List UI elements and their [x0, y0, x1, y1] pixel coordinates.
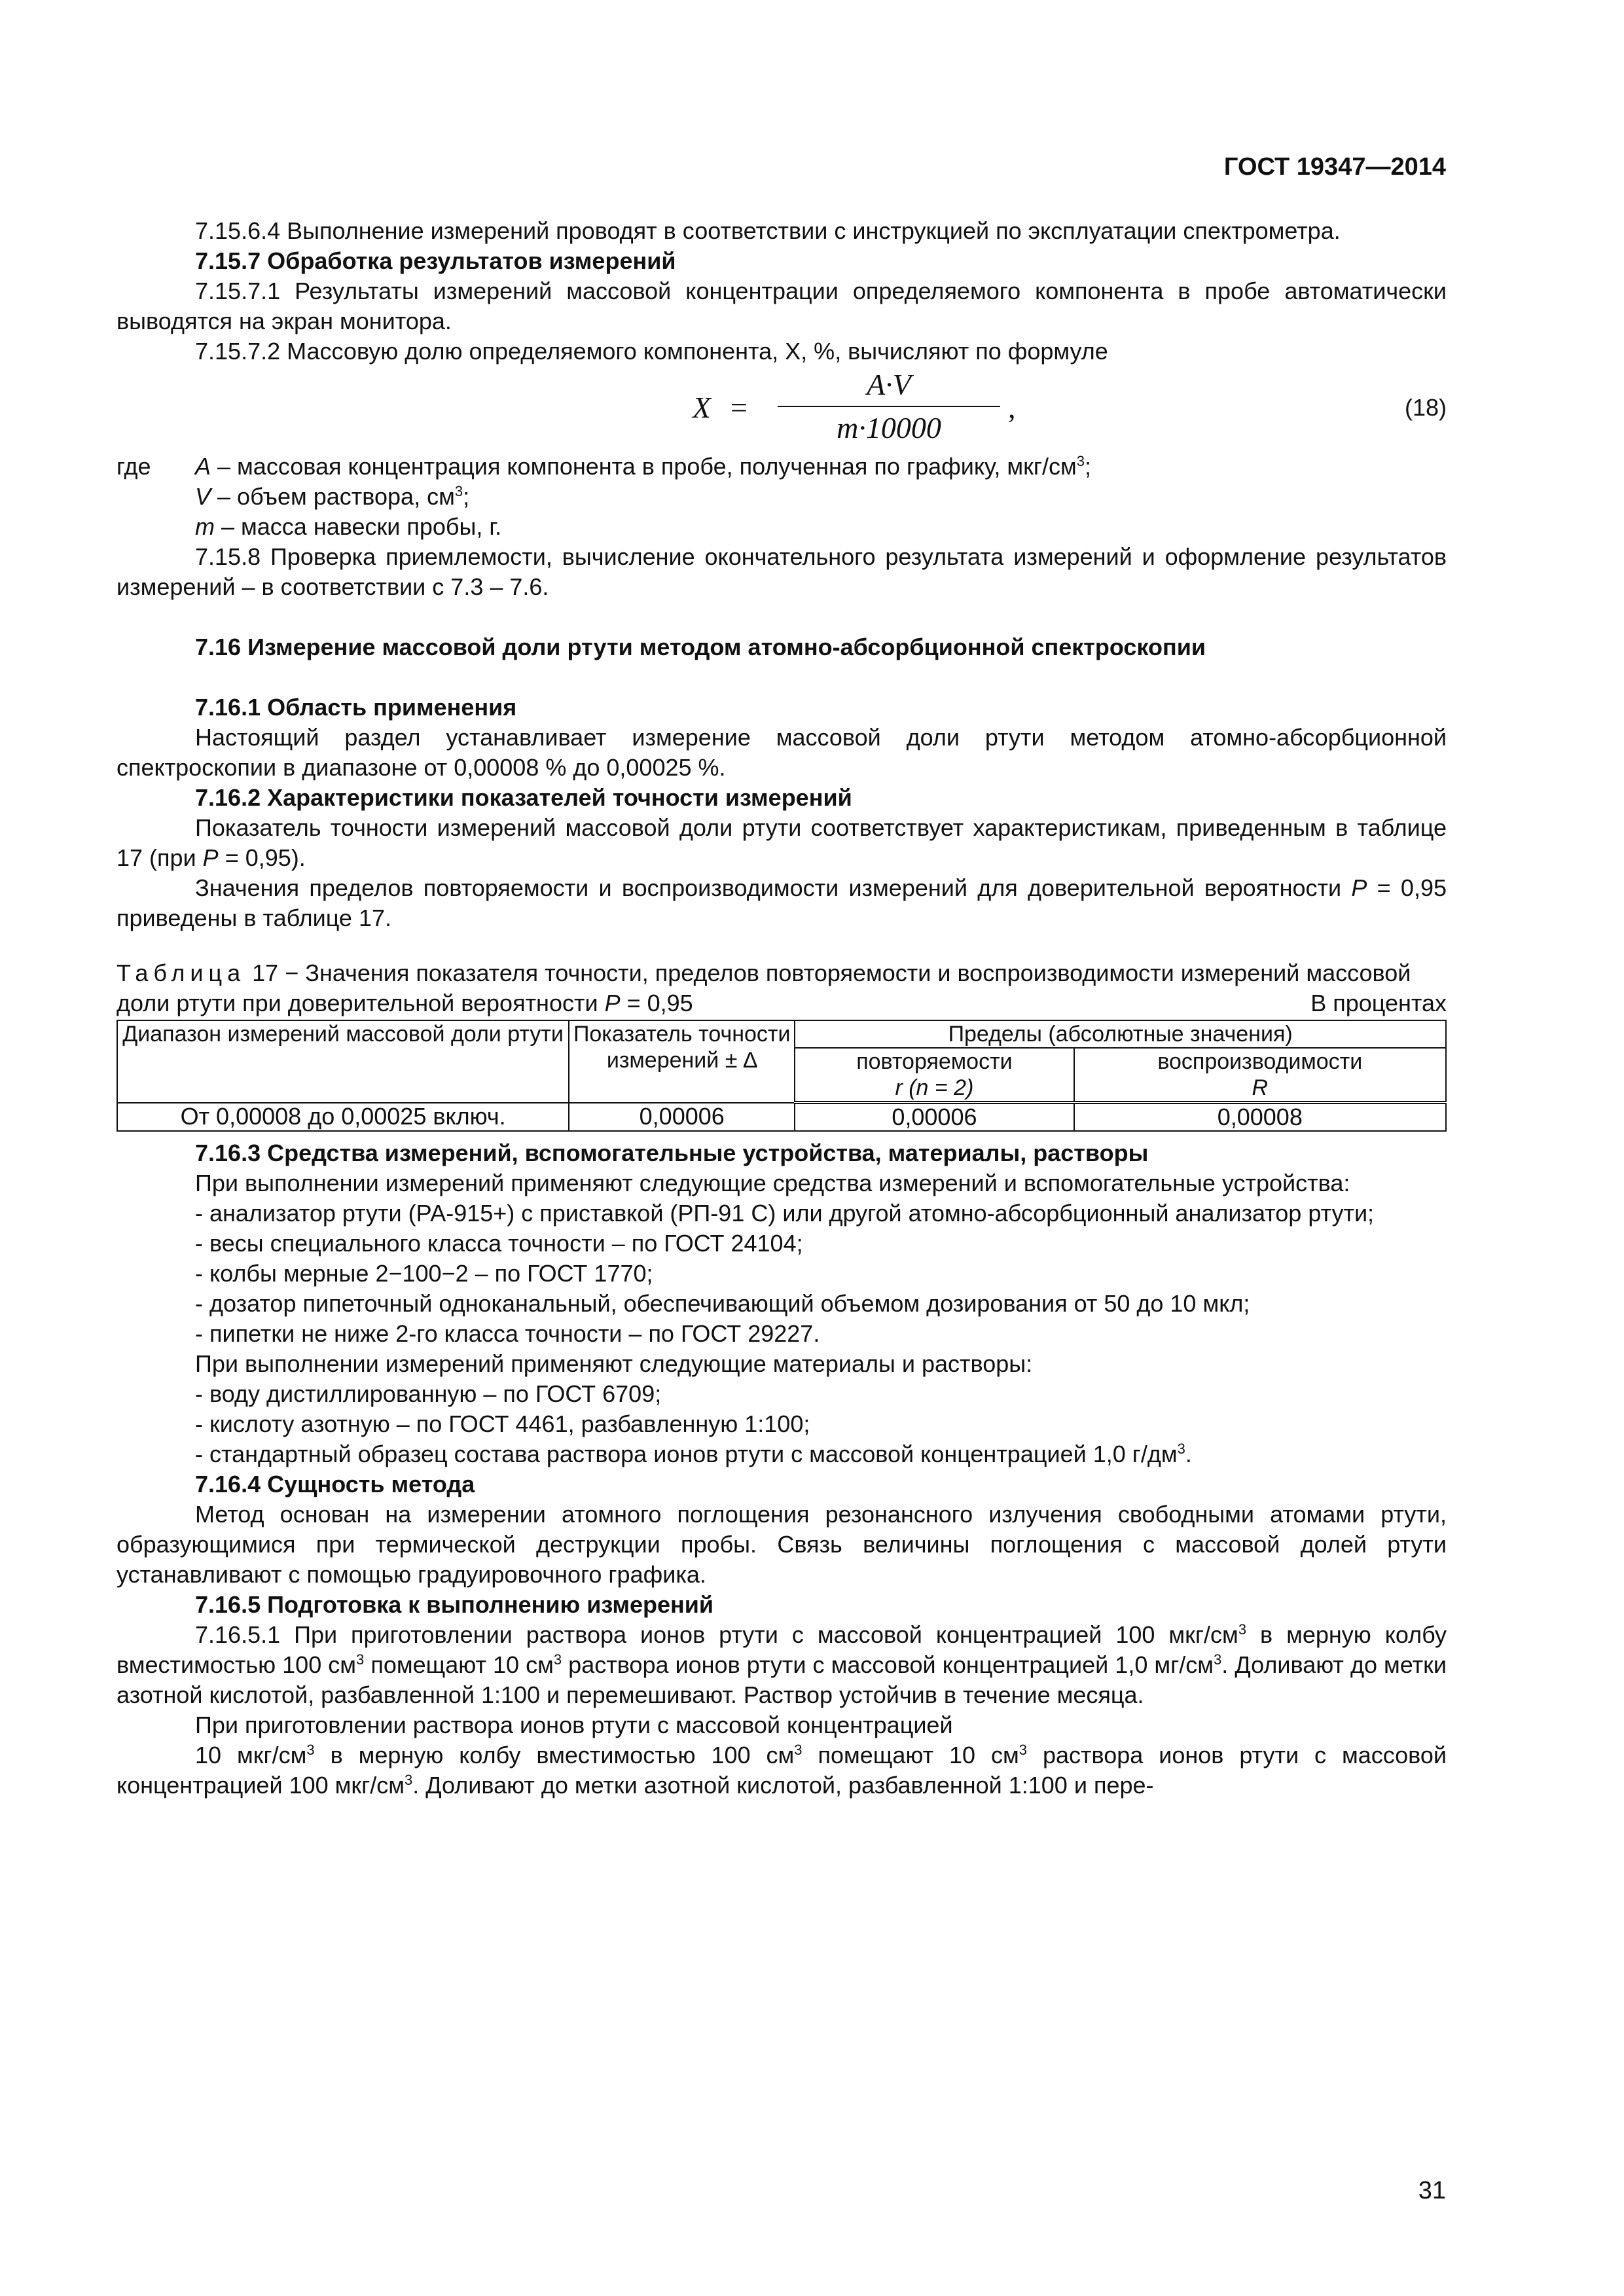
list-item: - дозатор пипеточный одноканальный, обеспечивающий объемом дозирования от 50 до 10 мкл; — [195, 1290, 1250, 1317]
text-run: в мерную колбу вместимостью 100 см — [314, 1742, 795, 1768]
symbol-p: P — [202, 844, 219, 871]
cell-repeatability: 0,00006 — [795, 1103, 1074, 1132]
text-run: помещают 10 см — [364, 1651, 554, 1678]
cell-range: От 0,00008 до 0,00025 включ. — [117, 1103, 569, 1132]
heading-7-16-2: 7.16.2 Характеристики показателей точности измерений — [195, 784, 852, 811]
symbol-m: m — [195, 513, 215, 540]
superscript: 3 — [1214, 1651, 1222, 1668]
text-run: = 0,95 приведены в таблице 17. — [117, 874, 1447, 931]
paragraph-7-16-1: Настоящий раздел устанавливает измерение массовой доли ртути методом атомно-абсорбционной спектроскопии в диапазоне от 0,00008 % до 0,00025 %. — [117, 724, 1447, 781]
table-units-note: В процентах — [1310, 990, 1447, 1016]
page-number: 31 — [1418, 2177, 1446, 2204]
where-label: где — [117, 453, 151, 480]
page-body — [117, 216, 1447, 1801]
paragraph-7-16-2-b — [117, 873, 1447, 933]
fraction-bar — [778, 406, 1000, 407]
caption-tail: = 0,95 — [620, 990, 693, 1016]
symbol-p: P — [604, 990, 621, 1016]
paragraph-7-16-3-intro: При выполнении измерений применяют следующие средства измерений и вспомогательные устройства: — [195, 1170, 1350, 1196]
table-17 — [117, 1020, 1447, 1132]
header-limits: Пределы (абсолютные значения) — [795, 1020, 1446, 1048]
list-item: - стандартный образец состава раствора ионов ртути с массовой концентрацией 1,0 $г/дм^3$. — [195, 1441, 1192, 1467]
list-item: - пипетки не ниже 2-го класса точности – по ГОСТ 29227. — [195, 1320, 820, 1347]
superscript: 3 — [356, 1651, 365, 1668]
symbol-a: A — [195, 453, 211, 480]
superscript: 3 — [794, 1742, 803, 1758]
where-a — [117, 452, 1447, 482]
definition-v: – объем раствора, см — [211, 483, 455, 510]
symbol-p: P — [1351, 874, 1367, 901]
header-range: Диапазон измерений массовой доли ртути — [117, 1020, 569, 1103]
paragraph-materials-intro: При выполнении измерений применяют следующие материалы и растворы: — [195, 1350, 1033, 1377]
formula-lhs: X — [693, 391, 712, 424]
reproducibility-symbol: R — [1252, 1075, 1269, 1100]
heading-7-16-4: 7.16.4 Сущность метода — [195, 1471, 475, 1498]
heading-7-16-5: 7.16.5 Подготовка к выполнению измерений — [195, 1591, 714, 1618]
reproducibility-label: воспроизводимости — [1157, 1049, 1363, 1074]
paragraph-7-16-4: Метод основан на измерении атомного поглощения резонансного излучения свободными атомами ртути, образующимися при термической деструкции пробы. Связь величины поглощения с массовой долей ртути устанавливают с помощью градуировочного графика. — [117, 1501, 1447, 1588]
list-item: - колбы мерные 2−100−2 – по ГОСТ 1770; — [195, 1260, 653, 1287]
formula-fraction — [771, 367, 1007, 446]
paragraph-7-15-8: 7.15.8 Проверка приемлемости, вычисление окончательного результата измерений и оформление результатов измерений – в соответствии с 7.3 – 7.6. — [117, 543, 1447, 600]
header-repeatability — [795, 1048, 1074, 1103]
heading-7-16-3: 7.16.3 Средства измерений, вспомогательные устройства, материалы, растворы — [195, 1139, 1149, 1166]
text-run: 7.16.5.1 При приготовлении раствора ионов ртути с массовой концентрацией 100 мкг/см — [195, 1621, 1238, 1648]
superscript: 3 — [553, 1651, 562, 1668]
where-v — [117, 482, 1447, 512]
text-run: . Доливают до метки азотной кислотой, разбавленной 1:100 и пере- — [412, 1772, 1154, 1799]
paragraph-7-16-5-2-lead: При приготовлении раствора ионов ртути с массовой концентрацией — [195, 1712, 953, 1738]
cell-reproducibility: 0,00008 — [1074, 1103, 1446, 1132]
punctuation: ; — [463, 483, 470, 510]
superscript: 3 — [454, 483, 463, 499]
text-run: раствора ионов ртути с массовой концентрацией 1,0 мг/см — [562, 1651, 1214, 1678]
paragraph-7-16-5-1 — [117, 1620, 1447, 1710]
list-item: - кислоту азотную – по ГОСТ 4461, разбавленную 1:100; — [195, 1410, 810, 1437]
list-item: - анализатор ртути (РА-915+) с приставкой (РП-91 С) или другой атомно-абсорбционный анализатор ртути; — [195, 1200, 1375, 1227]
text-run: - стандартный образец состава раствора ионов ртути с массовой концентрацией 1,0 г/дм — [195, 1441, 1178, 1467]
paragraph-7-16-5-2 — [117, 1740, 1447, 1801]
text-run: Показатель точности измерений массовой доли ртути соответствует характеристикам, приведенным в таблице 17 (при — [117, 814, 1447, 871]
caption-text: 17 − Значения показателя точности, пределов повторяемости и воспроизводимости измерений массовой доли ртути при доверительной вероятности — [117, 960, 1411, 1016]
repeatability-label: повторяемости — [856, 1049, 1013, 1074]
formula-numerator: A·V — [867, 368, 911, 401]
paragraph-7-15-6-4: 7.15.6.4 Выполнение измерений проводят в соответствии с инструкцией по эксплуатации спектрометра. — [195, 217, 1341, 244]
text-run: помещают 10 см — [802, 1742, 1019, 1768]
list-item: - весы специального класса точности – по ГОСТ 24104; — [195, 1230, 803, 1257]
formula-comma: , — [1008, 391, 1016, 424]
superscript: 3 — [1019, 1742, 1028, 1758]
paragraph-7-15-7-1: 7.15.7.1 Результаты измерений массовой концентрации определяемого компонента в пробе автоматически выводятся на экран монитора. — [117, 278, 1447, 334]
text-run: 10 мкг/см — [195, 1742, 307, 1768]
punctuation: ; — [1085, 453, 1092, 480]
heading-7-16-1: 7.16.1 Область применения — [195, 694, 517, 721]
paragraph-7-16-2-a — [117, 813, 1447, 873]
formula-number: (18) — [1404, 394, 1447, 421]
heading-7-15-7: 7.15.7 Обработка результатов измерений — [195, 247, 676, 274]
formula-denominator: m·10000 — [837, 411, 941, 444]
paragraph-7-15-7-2: 7.15.7.2 Массовую долю определяемого компонента, X, %, вычисляют по формуле — [195, 338, 1108, 365]
superscript: 3 — [306, 1742, 315, 1758]
table-row — [117, 1103, 1446, 1132]
text-run: раствора ионов ртути с массовой концентрацией 100 мкг/см — [117, 1742, 1447, 1799]
header-reproducibility — [1074, 1048, 1446, 1103]
cell-accuracy: 0,00006 — [569, 1103, 795, 1132]
superscript: 3 — [1238, 1621, 1247, 1638]
repeatability-symbol: r (n = 2) — [895, 1075, 974, 1100]
text-run: в мерную колбу вместимостью 100 см — [117, 1621, 1447, 1678]
text-run: = 0,95). — [218, 844, 306, 871]
superscript: 3 — [1076, 453, 1085, 469]
heading-7-16: 7.16 Измерение массовой доли ртути методом атомно-абсорбционной спектроскопии — [195, 634, 1206, 660]
superscript: 3 — [405, 1772, 413, 1788]
where-m — [117, 512, 1447, 542]
definition-m: – масса навески пробы, г. — [215, 513, 502, 540]
header-accuracy: Показатель точности измерений ± ∆ — [569, 1020, 795, 1103]
superscript: 3 — [1177, 1441, 1185, 1457]
symbol-v: V — [195, 483, 211, 510]
list-item: - воду дистиллированную – по ГОСТ 6709; — [195, 1380, 662, 1407]
formula-equals: = — [731, 391, 748, 424]
document-code-header: ГОСТ 19347—2014 — [1223, 153, 1446, 181]
text-run: Значения пределов повторяемости и воспроизводимости измерений для доверительной вероятности — [195, 874, 1352, 901]
definition-a: – массовая концентрация компонента в пробе, полученная по графику, мкг/см — [211, 453, 1077, 480]
text-run: . Доливают до метки азотной кислотой, разбавленной 1:100 и перемешивают. Раствор устойчив в течение месяца. — [117, 1651, 1447, 1708]
formula-18 — [117, 367, 1447, 452]
caption-word: Таблица — [117, 960, 246, 986]
